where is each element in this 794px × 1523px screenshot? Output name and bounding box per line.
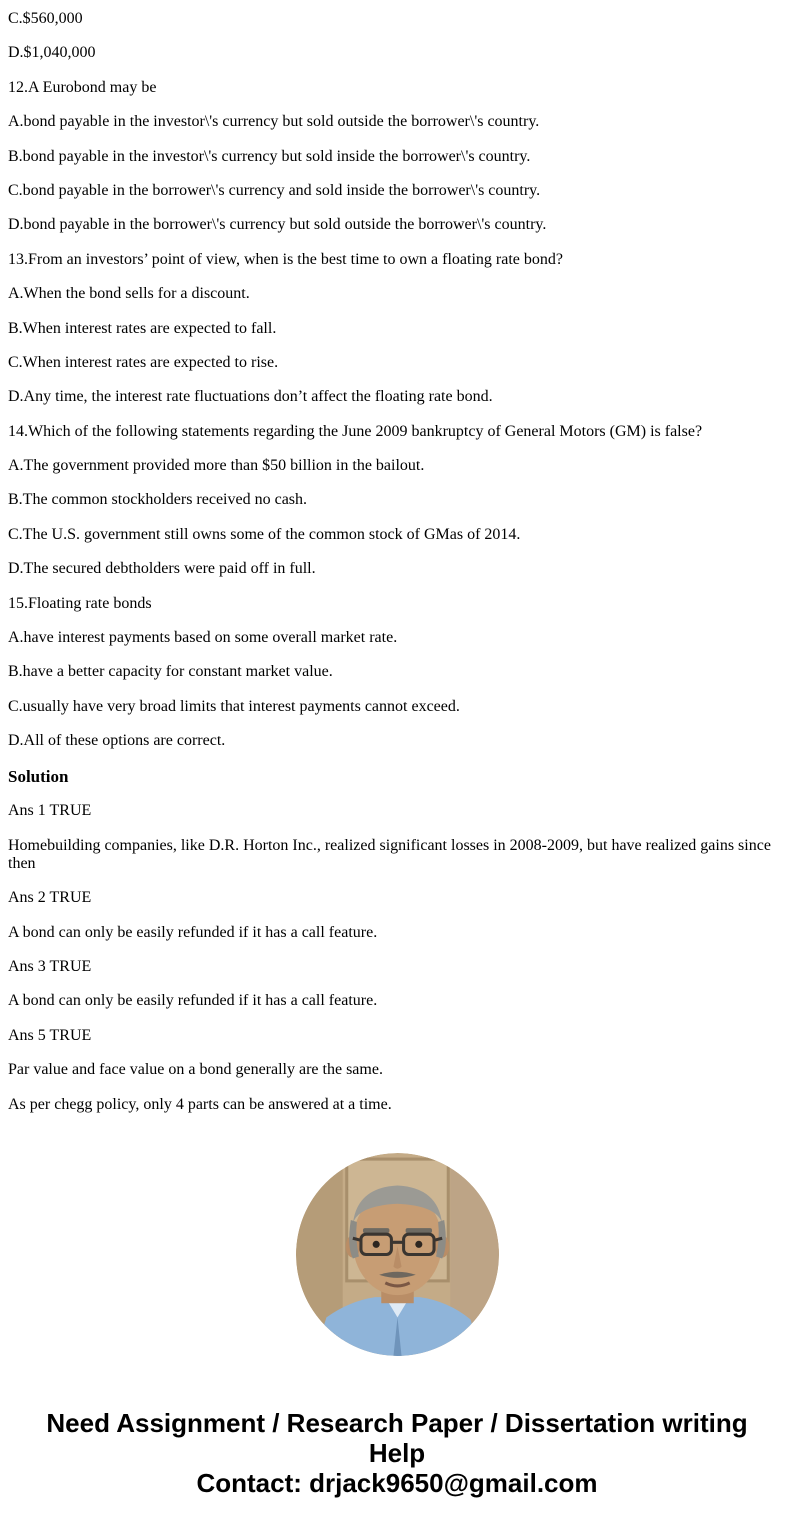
solution-line: A bond can only be easily refunded if it has a call feature. xyxy=(8,923,378,941)
contact-text: Contact: drjack9650@gmail.com xyxy=(196,1468,598,1499)
question-line: 14.Which of the following statements regarding the June 2009 bankruptcy of General Motors (GM) is false? xyxy=(8,422,703,440)
tutor-photo xyxy=(296,1153,499,1356)
footer xyxy=(8,1408,786,1498)
question-section xyxy=(8,10,786,751)
question-line: D.$1,040,000 xyxy=(8,44,96,62)
question-line: A.The government provided more than $50 billion in the bailout. xyxy=(8,457,425,475)
question-line: C.usually have very broad limits that interest payments cannot exceed. xyxy=(8,697,460,715)
photo-container xyxy=(8,1153,786,1356)
solution-line: Ans 2 TRUE xyxy=(8,889,92,907)
solution-line: As per chegg policy, only 4 parts can be answered at a time. xyxy=(8,1095,392,1113)
question-line: A.When the bond sells for a discount. xyxy=(8,285,250,303)
solution-section xyxy=(8,802,786,1114)
question-line: C.$560,000 xyxy=(8,10,83,27)
question-line: C.The U.S. government still owns some of the common stock of GMas of 2014. xyxy=(8,525,521,543)
question-line: 13.From an investors’ point of view, when is the best time to own a floating rate bond? xyxy=(8,250,563,268)
question-line: D.bond payable in the borrower\'s currency but sold outside the borrower\'s country. xyxy=(8,216,547,234)
question-line: A.have interest payments based on some overall market rate. xyxy=(8,629,398,647)
question-line: 12.A Eurobond may be xyxy=(8,78,157,96)
question-line: D.All of these options are correct. xyxy=(8,732,226,750)
solution-line: Ans 1 TRUE xyxy=(8,802,92,820)
question-line: B.When interest rates are expected to fall. xyxy=(8,319,277,337)
question-line: B.bond payable in the investor\'s currency but sold inside the borrower\'s country. xyxy=(8,147,531,165)
document-body xyxy=(8,10,786,1114)
question-line: B.The common stockholders received no cash. xyxy=(8,491,308,509)
question-line: D.Any time, the interest rate fluctuations don’t affect the floating rate bond. xyxy=(8,388,493,406)
tutor-photo-illustration xyxy=(296,1153,499,1356)
question-line: A.bond payable in the investor\'s currency but sold outside the borrower\'s country. xyxy=(8,113,540,131)
help-text: Need Assignment / Research Paper / Dissertation writing Help xyxy=(46,1408,748,1469)
question-line: C.bond payable in the borrower\'s currency and sold inside the borrower\'s country. xyxy=(8,181,541,199)
solution-line: Ans 5 TRUE xyxy=(8,1026,92,1044)
question-line: 15.Floating rate bonds xyxy=(8,594,152,612)
solution-heading: Solution xyxy=(8,766,69,786)
solution-line: Par value and face value on a bond generally are the same. xyxy=(8,1061,383,1079)
solution-line: Homebuilding companies, like D.R. Horton Inc., realized significant losses in 2008-2009, but have realized gains since then xyxy=(8,836,771,872)
solution-line: Ans 3 TRUE xyxy=(8,958,92,976)
question-line: D.The secured debtholders were paid off in full. xyxy=(8,560,316,578)
question-line: B.have a better capacity for constant market value. xyxy=(8,663,333,681)
solution-line: A bond can only be easily refunded if it has a call feature. xyxy=(8,992,378,1010)
question-line: C.When interest rates are expected to rise. xyxy=(8,353,279,371)
